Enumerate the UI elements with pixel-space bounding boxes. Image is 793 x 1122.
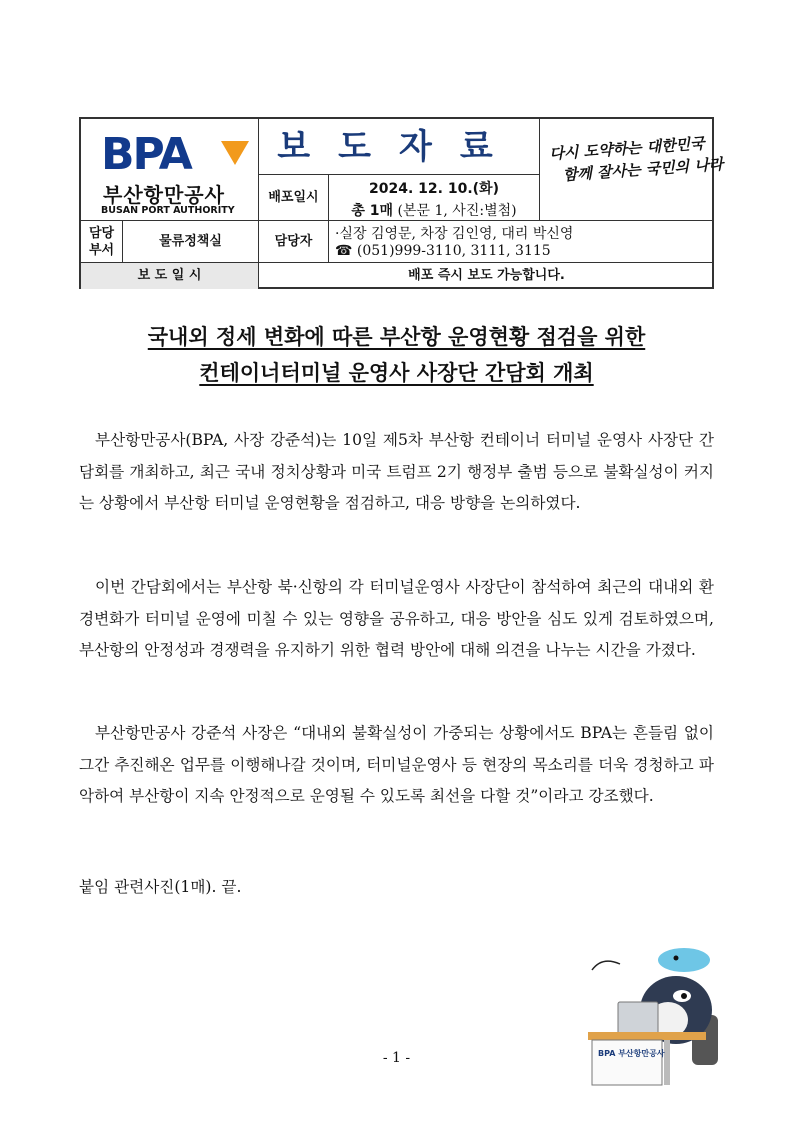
dept-label: [81, 221, 123, 263]
report-date-value: 배포 즉시 보도 가능합니다.: [408, 268, 565, 283]
body-paragraph-3: 부산항만공사 강준석 사장은 “대내외 불확실성이 가중되는 상황에서도 BPA는 흔들림 없이 그간 추진해온 업무를 이행해나갈 것이며, 터미널운영사 등 현장의 목소리를 더욱 경청하고 파악하여 부산항이 지속 안정적으로 운영될 수 있도록 최선을 다할 것”이라고 강조했다.: [79, 724, 714, 805]
desk-top: [588, 1032, 706, 1040]
body-paragraph-2: 이번 간담회에서는 부산항 북·신항의 각 터미널운영사 사장단이 참석하여 최근의 대내외 환경변화가 터미널 운영에 미칠 수 있는 영향을 공유하고, 대응 방안을 심도 있게 검토하였으며, 부산항의 안정성과 경쟁력을 유지하기 위한 협력 방안에 대해 의견을 나누는 시간을 가졌다.: [79, 578, 714, 659]
slogan-line1: 다시 도약하는 대한민국: [548, 134, 706, 164]
logo-cell: [81, 119, 259, 221]
headline-line2: 컨테이너터미널 운영사 사장단 간담회 개최: [199, 361, 594, 385]
headline-line1: 국내외 정세 변화에 따른 부산항 운영현황 점검을 위한: [147, 325, 646, 349]
orca-eye: [681, 993, 687, 999]
page-number: - 1 -: [382, 1050, 411, 1066]
dept-label-text: 담당부서: [88, 226, 115, 258]
dolphin-eye: [674, 956, 679, 961]
bpa-logo-triangle-icon: [221, 141, 249, 165]
attachment-note: 붙임 관련사진(1매). 끝.: [79, 878, 242, 896]
page-count: [329, 200, 539, 220]
contact-cell: [329, 221, 714, 263]
contact-names: ·실장 김영문, 차장 김인영, 대리 박신영: [335, 226, 574, 242]
logo-english-name: BUSAN PORT AUTHORITY: [101, 205, 235, 216]
dolphin-body: [658, 948, 710, 972]
slogan-line2: 함께 잘사는 국민의 나라: [562, 154, 724, 185]
dept-value: 물류정책실: [123, 221, 259, 263]
dist-date-label: 배포일시: [259, 175, 329, 221]
bpa-logo-text: BPA: [101, 129, 191, 180]
mascot-illustration: [584, 940, 734, 1090]
contact-label: 담당자: [259, 221, 329, 263]
contact-phone: ☎ (051)999-3110, 3111, 3115: [335, 243, 551, 259]
page-count-bold: 총 1매: [351, 203, 394, 219]
logo-korean-name: 부산항만공사: [103, 183, 225, 207]
doc-type-title: 보도자료: [259, 119, 540, 175]
speech-squiggle-icon: [592, 961, 620, 970]
laptop-icon: [618, 1002, 658, 1034]
dist-date: 2024. 12. 10.(화): [369, 181, 499, 197]
page-count-detail: (본문 1, 사진:별첨): [397, 203, 517, 219]
desk-label: BPA 부산항만공사: [598, 1049, 665, 1058]
body-paragraph-1: 부산항만공사(BPA, 사장 강준석)는 10일 제5차 부산항 컨테이너 터미널 운영사 사장단 간담회를 개최하고, 최근 국내 정치상황과 미국 트럼프 2기 행정부 출범 등으로 불확실성이 커지는 상황에서 부산항 터미널 운영현황을 점검하고, 대응 방향을 논의하였다.: [79, 431, 714, 512]
report-date-label: 보 도 일 시: [81, 263, 259, 289]
dist-date-cell: [329, 175, 540, 221]
